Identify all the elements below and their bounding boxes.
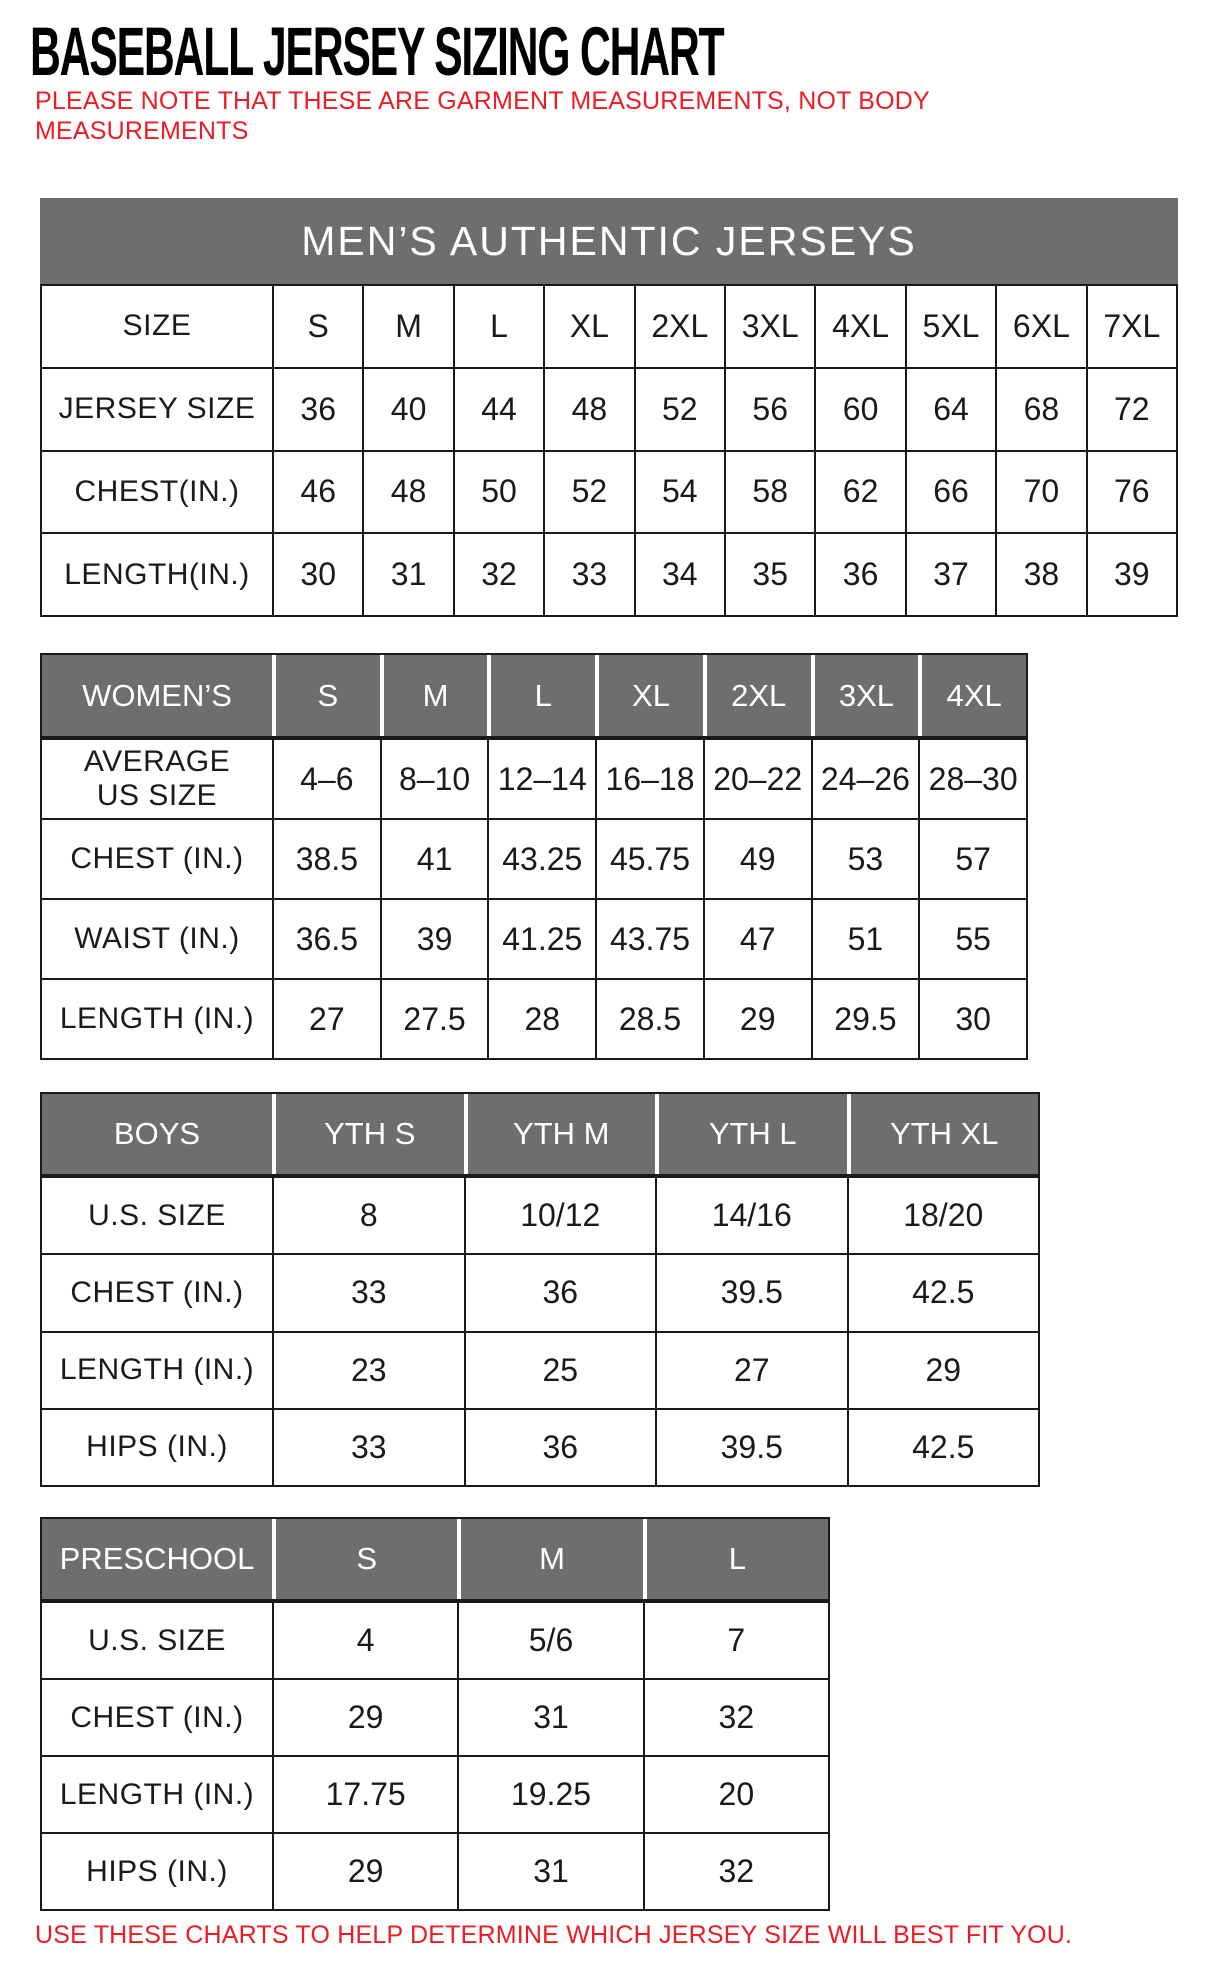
table-title: PRESCHOOL (42, 1519, 272, 1599)
table-cell: 39 (1088, 534, 1176, 615)
column-header: XL (545, 286, 633, 367)
row-label: CHEST (IN.) (42, 1680, 272, 1755)
table-cell: 58 (726, 452, 814, 533)
table-cell: 30 (274, 534, 362, 615)
table-cell: 66 (907, 452, 995, 533)
row-label: U.S. SIZE (42, 1603, 272, 1678)
table-cell: 27 (657, 1333, 847, 1408)
table-cell: 51 (813, 900, 919, 978)
column-header: XL (595, 655, 703, 736)
column-header: L (487, 655, 595, 736)
row-label-line-1: AVERAGE (83, 745, 231, 779)
table-cell: 18/20 (849, 1178, 1039, 1253)
row-label: U.S. SIZE (42, 1178, 272, 1253)
row-label: LENGTH (IN.) (42, 1333, 272, 1408)
table-cell: 70 (997, 452, 1085, 533)
table-cell: 34 (636, 534, 724, 615)
column-header: 3XL (726, 286, 814, 367)
table-cell: 41 (382, 820, 488, 898)
womens-table-header (40, 653, 1028, 736)
table-cell: 23 (274, 1333, 464, 1408)
row-label: LENGTH (IN.) (42, 1757, 272, 1832)
table-cell: 64 (907, 369, 995, 450)
table-cell: 38 (997, 534, 1085, 615)
table-cell: 44 (455, 369, 543, 450)
table-cell: 60 (816, 369, 904, 450)
table-cell: 48 (545, 369, 633, 450)
table-cell: 49 (705, 820, 811, 898)
row-label: SIZE (42, 286, 272, 367)
mens-table (40, 284, 1178, 617)
row-label: LENGTH (IN.) (42, 980, 272, 1058)
table-cell: 8–10 (382, 740, 488, 818)
table-cell: 29 (274, 1680, 457, 1755)
column-header: S (274, 286, 362, 367)
table-cell: 76 (1088, 452, 1176, 533)
table-cell: 54 (636, 452, 724, 533)
column-header: YTH S (272, 1094, 464, 1174)
table-cell: 33 (274, 1410, 464, 1485)
table-cell: 38.5 (274, 820, 380, 898)
table-cell: 12–14 (489, 740, 595, 818)
table-cell: 20–22 (705, 740, 811, 818)
column-header: M (457, 1519, 642, 1599)
row-label (42, 740, 272, 818)
table-cell: 29.5 (813, 980, 919, 1058)
table-cell: 36 (466, 1255, 656, 1330)
table-cell: 48 (364, 452, 452, 533)
table-cell: 39.5 (657, 1255, 847, 1330)
column-header: S (272, 1519, 457, 1599)
table-cell: 50 (455, 452, 543, 533)
column-header: L (643, 1519, 828, 1599)
page-title: BASEBALL JERSEY SIZING CHART (30, 13, 724, 90)
preschool-table (40, 1599, 830, 1911)
table-cell: 53 (813, 820, 919, 898)
table-cell: 25 (466, 1333, 656, 1408)
row-label: LENGTH(IN.) (42, 534, 272, 615)
column-header: 4XL (918, 655, 1026, 736)
table-cell: 41.25 (489, 900, 595, 978)
table-cell: 14/16 (657, 1178, 847, 1253)
table-cell: 33 (545, 534, 633, 615)
womens-table (40, 736, 1028, 1060)
column-header: 3XL (811, 655, 919, 736)
footer-note: USE THESE CHARTS TO HELP DETERMINE WHICH JERSEY SIZE WILL BEST FIT YOU. (35, 1921, 1073, 1949)
table-cell: 28.5 (597, 980, 703, 1058)
table-cell: 32 (645, 1680, 828, 1755)
table-cell: 36 (274, 369, 362, 450)
table-cell: 8 (274, 1178, 464, 1253)
disclaimer-note (35, 86, 930, 146)
table-cell: 30 (920, 980, 1026, 1058)
table-cell: 35 (726, 534, 814, 615)
table-cell: 39 (382, 900, 488, 978)
table-cell: 29 (849, 1333, 1039, 1408)
table-cell: 10/12 (466, 1178, 656, 1253)
row-label: CHEST (IN.) (42, 820, 272, 898)
table-cell: 52 (636, 369, 724, 450)
table-cell: 36.5 (274, 900, 380, 978)
column-header: S (272, 655, 380, 736)
table-cell: 36 (816, 534, 904, 615)
table-cell: 56 (726, 369, 814, 450)
table-cell: 40 (364, 369, 452, 450)
table-cell: 16–18 (597, 740, 703, 818)
table-cell: 20 (645, 1757, 828, 1832)
column-header: 2XL (703, 655, 811, 736)
table-title: BOYS (42, 1094, 272, 1174)
column-header: YTH L (655, 1094, 847, 1174)
table-cell: 4–6 (274, 740, 380, 818)
table-cell: 29 (705, 980, 811, 1058)
mens-table-banner: MEN’S AUTHENTIC JERSEYS (40, 198, 1178, 284)
column-header: YTH M (464, 1094, 656, 1174)
table-cell: 57 (920, 820, 1026, 898)
row-label: HIPS (IN.) (42, 1410, 272, 1485)
table-cell: 52 (545, 452, 633, 533)
table-cell: 72 (1088, 369, 1176, 450)
table-cell: 37 (907, 534, 995, 615)
row-label: HIPS (IN.) (42, 1834, 272, 1909)
table-cell: 7 (645, 1603, 828, 1678)
table-cell: 31 (364, 534, 452, 615)
row-label: CHEST(IN.) (42, 452, 272, 533)
table-title: WOMEN’S (42, 655, 272, 736)
table-cell: 45.75 (597, 820, 703, 898)
table-cell: 5/6 (459, 1603, 642, 1678)
table-cell: 43.25 (489, 820, 595, 898)
column-header: 5XL (907, 286, 995, 367)
column-header: YTH XL (847, 1094, 1039, 1174)
disclaimer-line-1: PLEASE NOTE THAT THESE ARE GARMENT MEASUREMENTS, NOT BODY (35, 87, 930, 115)
row-label: JERSEY SIZE (42, 369, 272, 450)
column-header: 4XL (816, 286, 904, 367)
column-header: 2XL (636, 286, 724, 367)
table-cell: 27 (274, 980, 380, 1058)
column-header: M (364, 286, 452, 367)
table-cell: 32 (645, 1834, 828, 1909)
table-cell: 28–30 (920, 740, 1026, 818)
table-cell: 19.25 (459, 1757, 642, 1832)
table-cell: 24–26 (813, 740, 919, 818)
boys-table-header (40, 1092, 1040, 1174)
table-cell: 68 (997, 369, 1085, 450)
table-cell: 17.75 (274, 1757, 457, 1832)
column-header: L (455, 286, 543, 367)
table-cell: 55 (920, 900, 1026, 978)
table-cell: 46 (274, 452, 362, 533)
boys-table (40, 1174, 1040, 1487)
table-cell: 28 (489, 980, 595, 1058)
column-header: 7XL (1088, 286, 1176, 367)
table-cell: 31 (459, 1680, 642, 1755)
table-cell: 42.5 (849, 1255, 1039, 1330)
table-cell: 33 (274, 1255, 464, 1330)
table-cell: 32 (455, 534, 543, 615)
table-cell: 42.5 (849, 1410, 1039, 1485)
row-label-line-2: US SIZE (96, 779, 218, 812)
row-label: WAIST (IN.) (42, 900, 272, 978)
row-label: CHEST (IN.) (42, 1255, 272, 1330)
table-cell: 31 (459, 1834, 642, 1909)
column-header: 6XL (997, 286, 1085, 367)
table-cell: 62 (816, 452, 904, 533)
table-cell: 29 (274, 1834, 457, 1909)
table-cell: 4 (274, 1603, 457, 1678)
table-cell: 47 (705, 900, 811, 978)
table-cell: 39.5 (657, 1410, 847, 1485)
table-cell: 43.75 (597, 900, 703, 978)
table-cell: 27.5 (382, 980, 488, 1058)
table-cell: 36 (466, 1410, 656, 1485)
preschool-table-header (40, 1517, 830, 1599)
disclaimer-line-2: MEASUREMENTS (35, 117, 249, 145)
column-header: M (380, 655, 488, 736)
